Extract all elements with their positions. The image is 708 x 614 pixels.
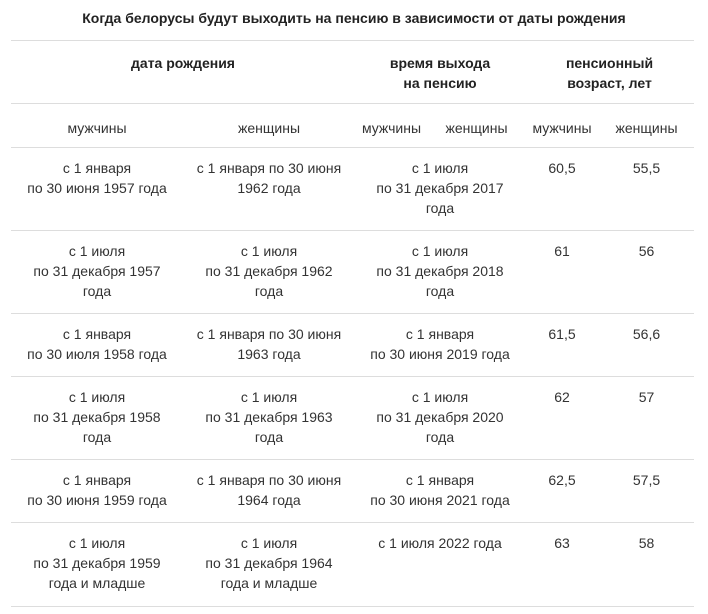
header-row	[11, 41, 694, 104]
retirement-cell: с 1 июля по 31 декабря 2020 года	[355, 377, 525, 460]
age-men-cell: 63	[525, 523, 599, 607]
table-row	[11, 231, 694, 314]
birth-men-cell: с 1 января по 30 июня 1959 года	[11, 460, 183, 523]
pension-age-table	[11, 40, 694, 607]
age-women-cell: 58	[599, 523, 694, 607]
subheader-birth-men: мужчины	[11, 104, 183, 148]
age-women-cell: 57	[599, 377, 694, 460]
age-women-cell: 57,5	[599, 460, 694, 523]
subheader-age-women: женщины	[599, 104, 694, 148]
birth-women-cell: с 1 января по 30 июня 1962 года	[183, 148, 355, 231]
subheader-time-women: женщины	[428, 104, 525, 148]
table-title: Когда белорусы будут выходить на пенсию в зависимости от даты рождения	[82, 10, 626, 26]
birth-men-cell: с 1 июля по 31 декабря 1959 года и младше	[11, 523, 183, 607]
age-women-cell: 55,5	[599, 148, 694, 231]
birth-men-cell: с 1 июля по 31 декабря 1958 года	[11, 377, 183, 460]
subheader-time-men: мужчины	[355, 104, 428, 148]
retirement-cell: с 1 июля по 31 декабря 2018 года	[355, 231, 525, 314]
age-men-cell: 60,5	[525, 148, 599, 231]
header-pension-age: пенсионный возраст, лет	[525, 41, 694, 104]
subheader-row	[11, 104, 694, 148]
table-row	[11, 377, 694, 460]
birth-women-cell: с 1 июля по 31 декабря 1964 года и младше	[183, 523, 355, 607]
retirement-cell: с 1 июля по 31 декабря 2017 года	[355, 148, 525, 231]
age-men-cell: 61	[525, 231, 599, 314]
table-row	[11, 148, 694, 231]
age-men-cell: 62,5	[525, 460, 599, 523]
subheader-age-men: мужчины	[525, 104, 599, 148]
birth-women-cell: с 1 июля по 31 декабря 1962 года	[183, 231, 355, 314]
subheader-birth-women: женщины	[183, 104, 355, 148]
birth-women-cell: с 1 июля по 31 декабря 1963 года	[183, 377, 355, 460]
table-row	[11, 523, 694, 607]
birth-men-cell: с 1 июля по 31 декабря 1957 года	[11, 231, 183, 314]
age-women-cell: 56,6	[599, 314, 694, 377]
age-men-cell: 61,5	[525, 314, 599, 377]
table-row	[11, 460, 694, 523]
birth-men-cell: с 1 января по 30 июля 1958 года	[11, 314, 183, 377]
age-women-cell: 56	[599, 231, 694, 314]
retirement-cell: с 1 июля 2022 года	[355, 523, 525, 607]
birth-men-cell: с 1 января по 30 июня 1957 года	[11, 148, 183, 231]
header-retirement-time: время выхода на пенсию	[355, 41, 525, 104]
age-men-cell: 62	[525, 377, 599, 460]
header-birth-date: дата рождения	[11, 41, 355, 104]
birth-women-cell: с 1 января по 30 июня 1963 года	[183, 314, 355, 377]
retirement-cell: с 1 января по 30 июня 2021 года	[355, 460, 525, 523]
table-row	[11, 314, 694, 377]
retirement-cell: с 1 января по 30 июня 2019 года	[355, 314, 525, 377]
birth-women-cell: с 1 января по 30 июня 1964 года	[183, 460, 355, 523]
